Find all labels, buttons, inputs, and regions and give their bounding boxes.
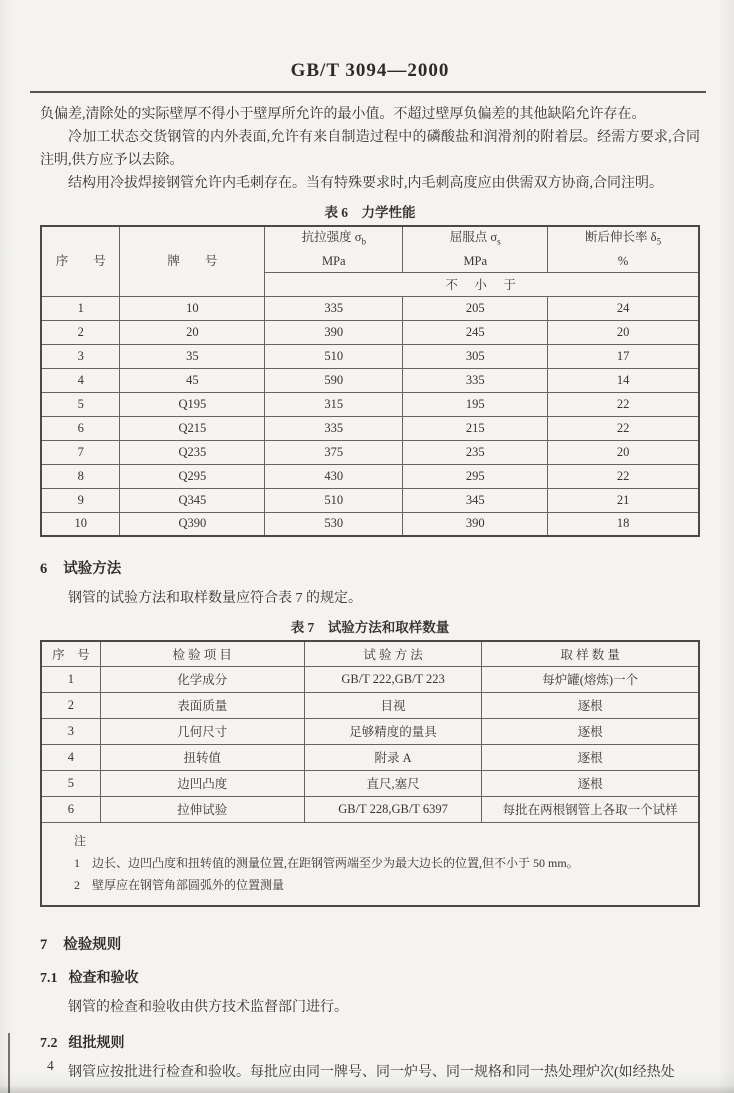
header-rule <box>30 91 706 93</box>
header-cell-yield-point <box>403 226 548 272</box>
scan-bottom-shadow <box>0 1086 734 1093</box>
table-cell: 305 <box>403 344 548 368</box>
table-cell: 3 <box>41 344 120 368</box>
section-6-heading <box>40 557 700 578</box>
table-6-mechanical-properties <box>40 225 700 537</box>
table-row <box>41 416 699 440</box>
table-cell: 35 <box>120 344 265 368</box>
table-row <box>41 718 699 744</box>
table-cell: 20 <box>548 320 699 344</box>
table-cell: Q295 <box>120 464 265 488</box>
section-7-1-body: 钢管的检查和验收由供方技术监督部门进行。 <box>68 999 348 1015</box>
table-row <box>41 744 699 770</box>
table-cell: 逐根 <box>482 718 699 744</box>
header-cell-sample-quantity: 取 样 数 量 <box>482 641 699 666</box>
table-row <box>41 796 699 822</box>
table-row <box>41 512 699 536</box>
table-cell: 590 <box>265 368 403 392</box>
table-7-header-row <box>41 641 699 666</box>
table-cell: 5 <box>41 392 120 416</box>
table-cell: 拉伸试验 <box>100 796 304 822</box>
standard-number-header: GB/T 3094—2000 <box>290 60 450 81</box>
table-cell: 足够精度的量具 <box>304 718 482 744</box>
table-cell: 10 <box>120 296 265 320</box>
table-7-caption: 表 7 试验方法和取样数量 <box>290 620 450 635</box>
table-cell: 510 <box>265 344 403 368</box>
table-cell: 21 <box>548 488 699 512</box>
header-tensile-unit: MPa <box>321 253 346 268</box>
table-cell: 1 <box>41 296 120 320</box>
table-cell: 205 <box>403 296 548 320</box>
table-cell: 22 <box>548 392 699 416</box>
table-cell: 245 <box>403 320 548 344</box>
table-cell: 195 <box>403 392 548 416</box>
header-cell-index: 序 号 <box>41 641 100 666</box>
table-cell: 每批在两根钢管上各取一个试样 <box>482 796 699 822</box>
table-row <box>41 666 699 692</box>
header-cell-grade: 牌 号 <box>120 226 265 296</box>
table-cell: GB/T 228,GB/T 6397 <box>304 796 482 822</box>
table-7-notes-row <box>41 822 699 906</box>
table-cell: 逐根 <box>482 744 699 770</box>
note-item-2: 2 壁厚应在钢管角部圆弧外的位置测量 <box>74 877 285 892</box>
table-row <box>41 488 699 512</box>
table-cell: 4 <box>41 368 120 392</box>
table-cell: 7 <box>41 440 120 464</box>
page-number: 4 <box>47 1058 54 1073</box>
table-cell: 215 <box>403 416 548 440</box>
table-cell: 逐根 <box>482 692 699 718</box>
notes-label: 注 <box>74 833 87 848</box>
table-cell: Q235 <box>120 440 265 464</box>
table-cell: 5 <box>41 770 100 796</box>
table-cell: 6 <box>41 796 100 822</box>
table-row <box>41 344 699 368</box>
table-cell: 8 <box>41 464 120 488</box>
header-elongation-sub: 5 <box>656 236 662 247</box>
section-6-title: 试验方法 <box>63 561 122 577</box>
table-cell: 18 <box>548 512 699 536</box>
header-cell-tensile-strength <box>265 226 403 272</box>
section-7-2-number: 7.2 <box>40 1035 58 1051</box>
header-cell-inspection-item: 检 验 项 目 <box>100 641 304 666</box>
table-cell: 430 <box>265 464 403 488</box>
table-cell: 20 <box>548 440 699 464</box>
table-cell: 17 <box>548 344 699 368</box>
table-row <box>41 296 699 320</box>
table-cell: Q390 <box>120 512 265 536</box>
header-yield-label: 屈服点 σ <box>449 230 498 244</box>
header-yield-unit: MPa <box>463 253 488 268</box>
table-cell: 14 <box>548 368 699 392</box>
section-6-number: 6 <box>40 561 48 577</box>
table-cell: 24 <box>548 296 699 320</box>
table-cell: 45 <box>120 368 265 392</box>
table-cell: 2 <box>41 692 100 718</box>
table-cell: 1 <box>41 666 100 692</box>
table-cell: 530 <box>265 512 403 536</box>
paragraph-inner-burr: 结构用冷拔焊接钢管允许内毛刺存在。当有特殊要求时,内毛刺高度应由供需双方协商,合同注明。 <box>68 176 663 191</box>
paragraph-cold-worked-surface: 冷加工状态交货钢管的内外表面,允许有来自制造过程中的磷酸盐和润滑剂的附着层。经需方要求,合同注明,供方应予以去除。 <box>40 130 700 168</box>
header-cell-not-less-than: 不 小 于 <box>265 272 699 296</box>
header-tensile-label: 抗拉强度 σ <box>301 230 362 244</box>
table-6-caption: 表 6 力学性能 <box>324 205 416 220</box>
table-cell: 375 <box>265 440 403 464</box>
header-cell-elongation <box>548 226 699 272</box>
table-cell: 4 <box>41 744 100 770</box>
table-cell: 390 <box>403 512 548 536</box>
table-cell: 边凹凸度 <box>100 770 304 796</box>
scan-artifact-line <box>8 1033 10 1093</box>
table-cell: 345 <box>403 488 548 512</box>
table-row <box>41 368 699 392</box>
table-cell: Q345 <box>120 488 265 512</box>
table-cell: 扭转值 <box>100 744 304 770</box>
table-cell: 3 <box>41 718 100 744</box>
header-tensile-sub: b <box>361 236 366 247</box>
table-cell: 235 <box>403 440 548 464</box>
table-cell: 10 <box>41 512 120 536</box>
table-cell: 每炉罐(熔炼)一个 <box>482 666 699 692</box>
table-cell: 510 <box>265 488 403 512</box>
header-cell-index: 序 号 <box>41 226 120 296</box>
table-notes <box>41 822 699 906</box>
header-yield-sub: s <box>497 236 501 247</box>
table-cell: 逐根 <box>482 770 699 796</box>
table-cell: 335 <box>403 368 548 392</box>
table-6-header-row <box>41 226 699 272</box>
table-row <box>41 440 699 464</box>
table-row <box>41 692 699 718</box>
section-7-title: 检验规则 <box>63 936 122 953</box>
table-cell: 295 <box>403 464 548 488</box>
table-cell: 22 <box>548 464 699 488</box>
section-7-1-number: 7.1 <box>40 970 58 986</box>
table-cell: 390 <box>265 320 403 344</box>
table-cell: 335 <box>265 296 403 320</box>
table-cell: 化学成分 <box>100 666 304 692</box>
header-cell-test-method: 试 验 方 法 <box>304 641 482 666</box>
note-item-1: 1 边长、边凹凸度和扭转值的测量位置,在距钢管两端至少为最大边长的位置,但不小于 50 mm。 <box>74 855 579 870</box>
section-6-body: 钢管的试验方法和取样数量应符合表 7 的规定。 <box>68 591 362 606</box>
table-cell: 附录 A <box>304 744 482 770</box>
section-7-heading <box>40 933 700 954</box>
table-cell: 目视 <box>304 692 482 718</box>
table-cell: 几何尺寸 <box>100 718 304 744</box>
header-elongation-label: 断后伸长率 δ <box>585 230 657 244</box>
section-7-2-title: 组批规则 <box>68 1035 125 1051</box>
table-cell: GB/T 222,GB/T 223 <box>304 666 482 692</box>
paragraph-wall-thickness: 负偏差,清除处的实际壁厚不得小于壁厚所允许的最小值。不超过壁厚负偏差的其他缺陷允许存在。 <box>40 107 646 122</box>
header-elongation-unit: % <box>617 253 629 268</box>
table-row <box>41 320 699 344</box>
table-cell: 表面质量 <box>100 692 304 718</box>
table-row <box>41 770 699 796</box>
section-7-1-title: 检查和验收 <box>68 970 139 986</box>
table-row <box>41 392 699 416</box>
table-cell: 20 <box>120 320 265 344</box>
table-cell: 直尺,塞尺 <box>304 770 482 796</box>
table-row <box>41 464 699 488</box>
table-cell: 6 <box>41 416 120 440</box>
table-cell: 315 <box>265 392 403 416</box>
table-cell: 9 <box>41 488 120 512</box>
section-7-1-heading <box>40 967 700 987</box>
table-cell: 2 <box>41 320 120 344</box>
section-7-2-heading <box>40 1032 700 1052</box>
section-7-number: 7 <box>40 936 48 953</box>
table-7-test-methods <box>40 640 700 907</box>
table-cell: 335 <box>265 416 403 440</box>
section-7-2-body: 钢管应按批进行检查和验收。每批应由同一牌号、同一炉号、同一规格和同一热处理炉次(如经热处 <box>68 1064 675 1080</box>
table-cell: Q195 <box>120 392 265 416</box>
table-cell: Q215 <box>120 416 265 440</box>
table-cell: 22 <box>548 416 699 440</box>
